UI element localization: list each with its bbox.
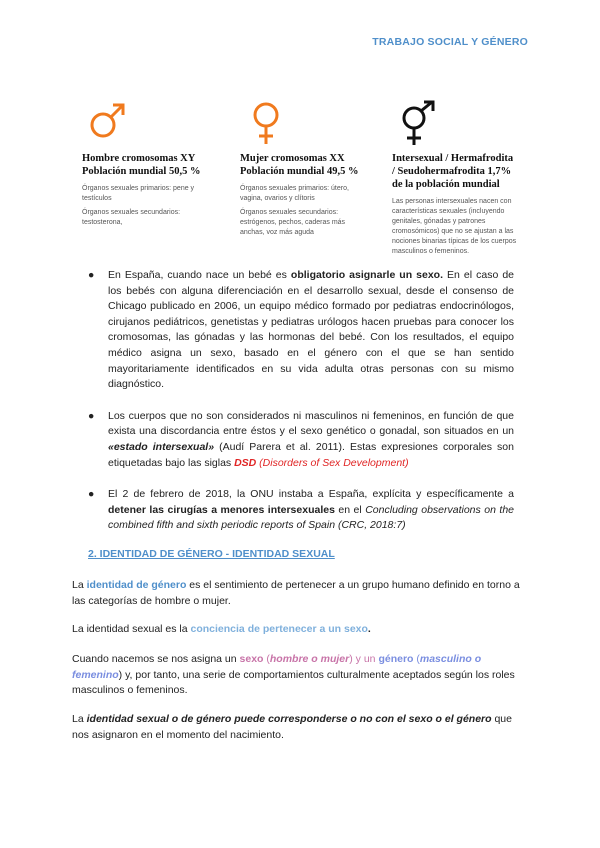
bullet2-part5: (Disorders of Sex Development) — [256, 456, 409, 469]
female-text2: Órganos sexuales secundarios: estrógenos, pechos, caderas más anchas, voz más aguda — [240, 209, 346, 236]
section-heading: 2. IDENTIDAD DE GÉNERO - IDENTIDAD SEXUAL — [88, 548, 335, 560]
p1-b: identidad de género — [86, 579, 187, 591]
female-text1: Órganos sexuales primarios: útero, vagina, ovarios y clítoris — [240, 185, 349, 202]
p3-i: ) y, por tanto, una serie de comportamientos culturalmente aceptados según los roles masculinos o femeninos. — [72, 668, 515, 697]
intersex-text1: Las personas intersexuales nacen con características sexuales (incluyendo genitales, gónadas y patrones cromosómicos) que no se ajustan a las nociones binarias típicas de los cuerpos masculinos o femeninos. — [392, 198, 517, 255]
paragraph-identidad-genero — [72, 578, 528, 609]
p2-b: conciencia de pertenecer a un sexo — [190, 623, 368, 635]
bullet3-part4: Concluding observations on the combined fifth and sixth periodic reports of Spain (CRC, 2018:7) — [108, 503, 514, 532]
p1-a: La — [72, 579, 87, 591]
bullet-item — [88, 409, 514, 471]
p3-c: ( — [263, 653, 270, 665]
male-text1: Órganos sexuales primarios: pene y testículos — [82, 185, 195, 202]
female-title-line2: Población mundial 49,5 % — [240, 166, 359, 177]
p4-a: La — [72, 713, 87, 725]
male-title-line1: Hombre cromosomas XY — [82, 153, 196, 164]
female-symbol-icon — [240, 100, 365, 148]
male-symbol-icon — [82, 100, 217, 148]
intersex-column — [392, 100, 524, 257]
bullet1-part1: En España, cuando nace un bebé es — [108, 269, 291, 281]
bullet3-part3: en el — [334, 503, 366, 516]
p2-c: . — [367, 623, 371, 635]
paragraph-correspondencia — [72, 712, 528, 743]
bullet2-part3: (Audí Parera et al. 2011). Estas expresiones corporales son etiquetadas bajo las siglas — [108, 440, 514, 469]
p3-d: hombre o mujer — [269, 653, 350, 665]
bullet3-part1: El 2 de febrero de 2018, la ONU instaba a España, explícita y específicamente a — [108, 488, 514, 501]
paragraph-identidad-sexual — [72, 622, 528, 638]
p3-h: masculino o femenino — [72, 653, 482, 681]
bullet-item — [88, 487, 514, 534]
bullet-list — [88, 268, 514, 550]
bullet3-part2: detener las cirugías a menores intersexuales — [108, 503, 335, 516]
p4-c: que nos asignaron en el momento del nacimiento. — [72, 713, 512, 741]
intersex-title-line1: Intersexual / Hermafrodita — [392, 153, 514, 164]
bullet2-part1: Los cuerpos que no son considerados ni masculinos ni femeninos, en función de que exista una discordancia entre éstos y el sexo genético o gonadal, son situados en un — [108, 409, 514, 438]
intersex-title-line3: de la población mundial — [392, 179, 500, 190]
bullet-dot-icon: ● — [88, 269, 95, 281]
p3-g: ( — [413, 653, 420, 665]
female-column — [240, 100, 365, 238]
bullet-item — [88, 268, 514, 393]
p2-a: La identidad sexual es la — [72, 623, 191, 635]
p4-b: identidad sexual o de género puede corresponderse o no con el sexo o el género — [86, 713, 492, 725]
p3-a: Cuando nacemos se nos asigna un — [72, 653, 240, 665]
p3-f: género — [378, 653, 414, 665]
male-column — [82, 100, 217, 228]
p3-e: ) y un — [349, 653, 379, 665]
male-text2: Órganos sexuales secundarios: testosterona, — [82, 209, 181, 226]
bullet1-part2: obligatorio asignarle un sexo. — [290, 269, 444, 281]
sex-classification-figure — [82, 100, 522, 255]
bullet2-part4: DSD — [234, 456, 257, 469]
bullet-dot-icon: ● — [88, 488, 95, 501]
page-header-title: TRABAJO SOCIAL Y GÉNERO — [372, 36, 528, 48]
female-title-line1: Mujer cromosomas XX — [240, 153, 345, 164]
paragraph-asignacion — [72, 652, 528, 699]
bullet2-part2: «estado intersexual» — [108, 440, 215, 453]
male-title-line2: Población mundial 50,5 % — [82, 166, 201, 177]
intersex-symbol-icon — [392, 100, 524, 148]
p1-c: es el sentimiento de pertenecer a un grupo humano definido en torno a las categorías de hombre o mujer. — [72, 579, 520, 607]
p3-b: sexo — [239, 653, 264, 665]
bullet1-part3: En el caso de los bebés con alguna diferenciación en el desarrollo sexual, desde el consenso de Chicago publicado en 2006, un equipo médico formado por pediatras endocrinólogos, cirujanos pediátricos, genetistas y pediatras urólogos hacen pruebas para conocer los cromosomas, las gónadas y las hormonas del bebé. Con los resultados, el equipo médico asigna un sexo, basado en el género con el que se han sentido mayoritariamente identificados en su vida adulta otras personas con su mismo diagnóstico. — [108, 269, 514, 391]
bullet-dot-icon: ● — [88, 409, 95, 422]
intersex-title-line2: / Seudohermafrodita 1,7% — [392, 166, 512, 177]
